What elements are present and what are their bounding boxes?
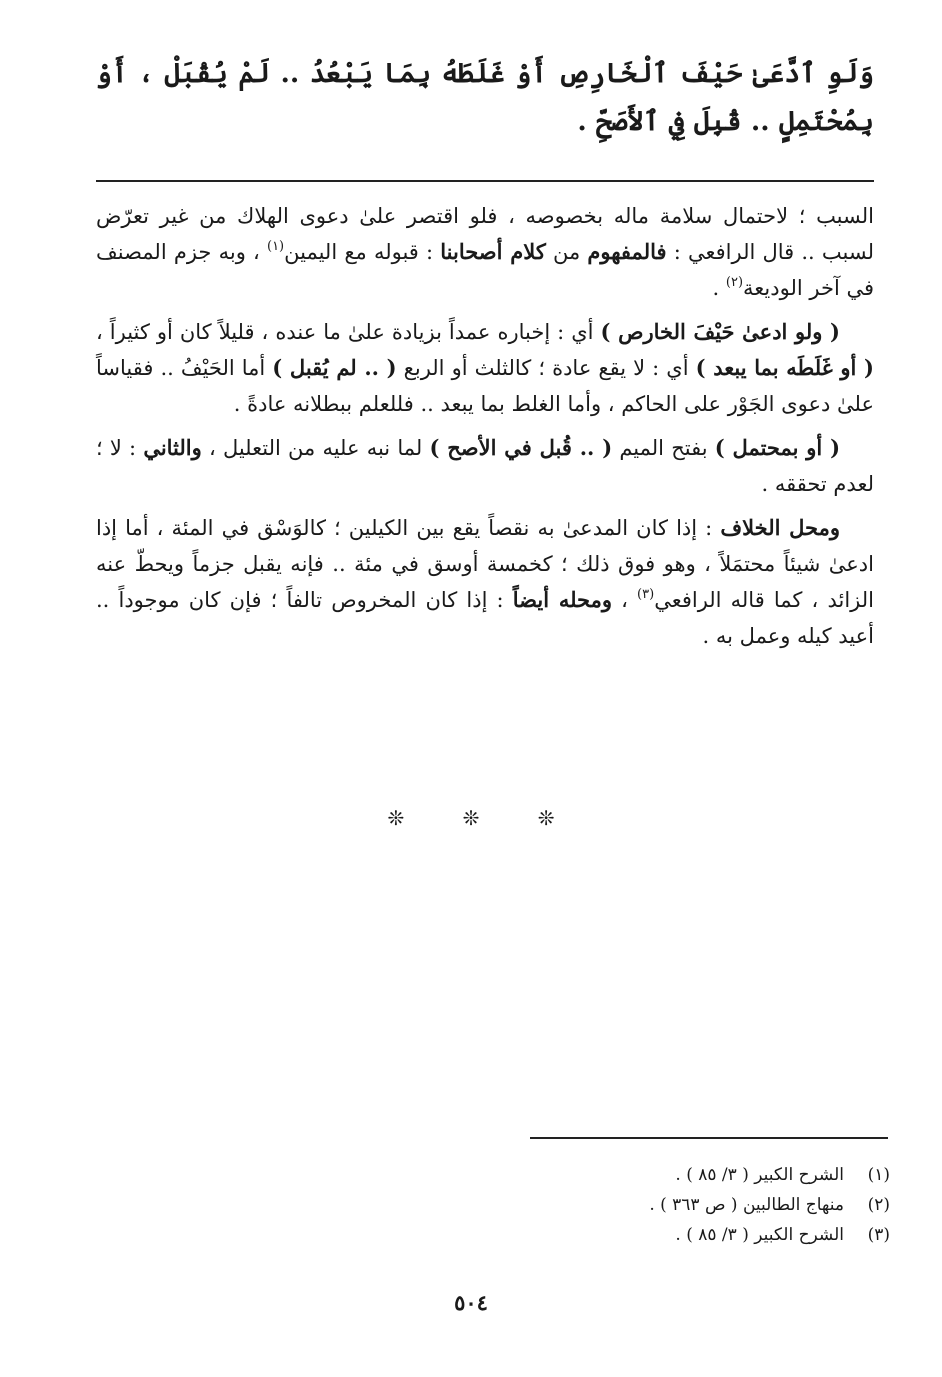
- page-number: ٥٠٤: [454, 1290, 488, 1315]
- footnote-number: (٢): [867, 1195, 890, 1215]
- text-run: أي : لا يقع عادة ؛ كالثلث أو الربع: [396, 356, 696, 380]
- text-run: أما الحَيْفُ .. فقياساً علىٰ دعوى الجَوْر على الحاكم ، وأما الغلط بما يبعد .. فللعلم ببطلانه عادةً .: [96, 356, 874, 416]
- commentary-paragraph-3: [96, 430, 874, 502]
- text-run: : لا ؛ لعدم تحققه .: [96, 436, 874, 496]
- text-run: السبب ؛ لاحتمال سلامة ماله بخصوصه ، فلو اقتصر علىٰ دعوى الهلاك من غير تعرّض لسبب .. قال الرافعي :: [96, 204, 874, 264]
- text-run: ، وبه جزم المصنف في آخر الوديعة: [96, 240, 874, 300]
- matn-text: وَلَوِ ٱدَّعَىٰ حَيْفَ ٱلْخَارِصِ أَوْ غَلَطَهُ بِمَا يَبْعُدُ .. لَمْ يُقْبَلْ ، أَوْ بِمُحْتَمِلٍ .. قُبِلَ فِي ٱلأَصَحِّ .: [96, 58, 874, 137]
- commentary-paragraph-4: [96, 510, 874, 654]
- commentary-paragraph-1: [96, 198, 874, 306]
- footnote-text: الشرح الكبير ( ٣/ ٨٥ ) .: [675, 1225, 844, 1245]
- text-run: : إذا كان المدعىٰ به نقصاً يقع بين الكيلين ؛ كالوَسْق في المئة ، أما إذا ادعىٰ شيئاً محتمَلاً ، وهو فوق ذلك ؛ كخمسة أوسق في مئة .. فإنه يقبل جزماً ويحطّ عنه الزائد ، كما قاله الرافعي: [96, 516, 874, 612]
- bold-quote: ( ولو ادعىٰ حَيْفَ الخارص ): [600, 319, 840, 344]
- footnote-divider: [530, 1137, 888, 1139]
- bold-term: فالمفهوم: [587, 239, 667, 264]
- footnote-number: (٣): [867, 1225, 890, 1245]
- text-run: بفتح الميم: [612, 436, 715, 460]
- footnote-3: [470, 1220, 890, 1250]
- bold-quote: ( أو غَلَطَه بما يبعد ): [695, 355, 874, 380]
- footnotes: [470, 1160, 890, 1250]
- text-run: : إذا كان المخروص تالفاً ؛ فإن كان موجوداً .. أعيد كيله وعمل به .: [96, 588, 874, 648]
- matn-divider: [96, 180, 874, 182]
- text-run: .: [712, 276, 726, 300]
- bold-quote: ( .. قُبل في الأصح ): [429, 435, 613, 460]
- footnote-1: [470, 1160, 890, 1190]
- footnote-text: منهاج الطالبين ( ص ٣٦٣ ) .: [649, 1195, 844, 1215]
- bold-term: ومحله أيضاً: [512, 587, 612, 612]
- bold-term: كلام أصحابنا: [440, 239, 546, 264]
- bold-term: والثاني: [143, 435, 202, 460]
- commentary: [96, 198, 874, 662]
- commentary-paragraph-2: [96, 314, 874, 422]
- text-run: لما نبه عليه من التعليل ،: [201, 436, 430, 460]
- bold-quote: ( أو بمحتمل ): [714, 435, 841, 460]
- text-run: أي : إخباره عمداً بزيادة علىٰ ما عنده ، قليلاً كان أو كثيراً ،: [96, 320, 601, 344]
- text-run: ،: [612, 588, 638, 612]
- bold-term: ومحل الخلاف: [720, 515, 840, 540]
- footnote-2: [470, 1190, 890, 1220]
- footnote-ref-1[interactable]: (١): [266, 239, 285, 254]
- footnote-ref-2[interactable]: (٢): [725, 275, 744, 290]
- section-separator: ❊ ❊ ❊: [387, 806, 581, 830]
- text-run: من: [545, 240, 588, 264]
- footnote-text: الشرح الكبير ( ٣/ ٨٥ ) .: [675, 1165, 844, 1185]
- text-run: : قبوله مع اليمين: [284, 240, 441, 264]
- footnote-number: (١): [867, 1165, 890, 1185]
- footnote-ref-3[interactable]: (٣): [637, 587, 655, 602]
- bold-quote: ( .. لم يُقبل ): [272, 355, 397, 380]
